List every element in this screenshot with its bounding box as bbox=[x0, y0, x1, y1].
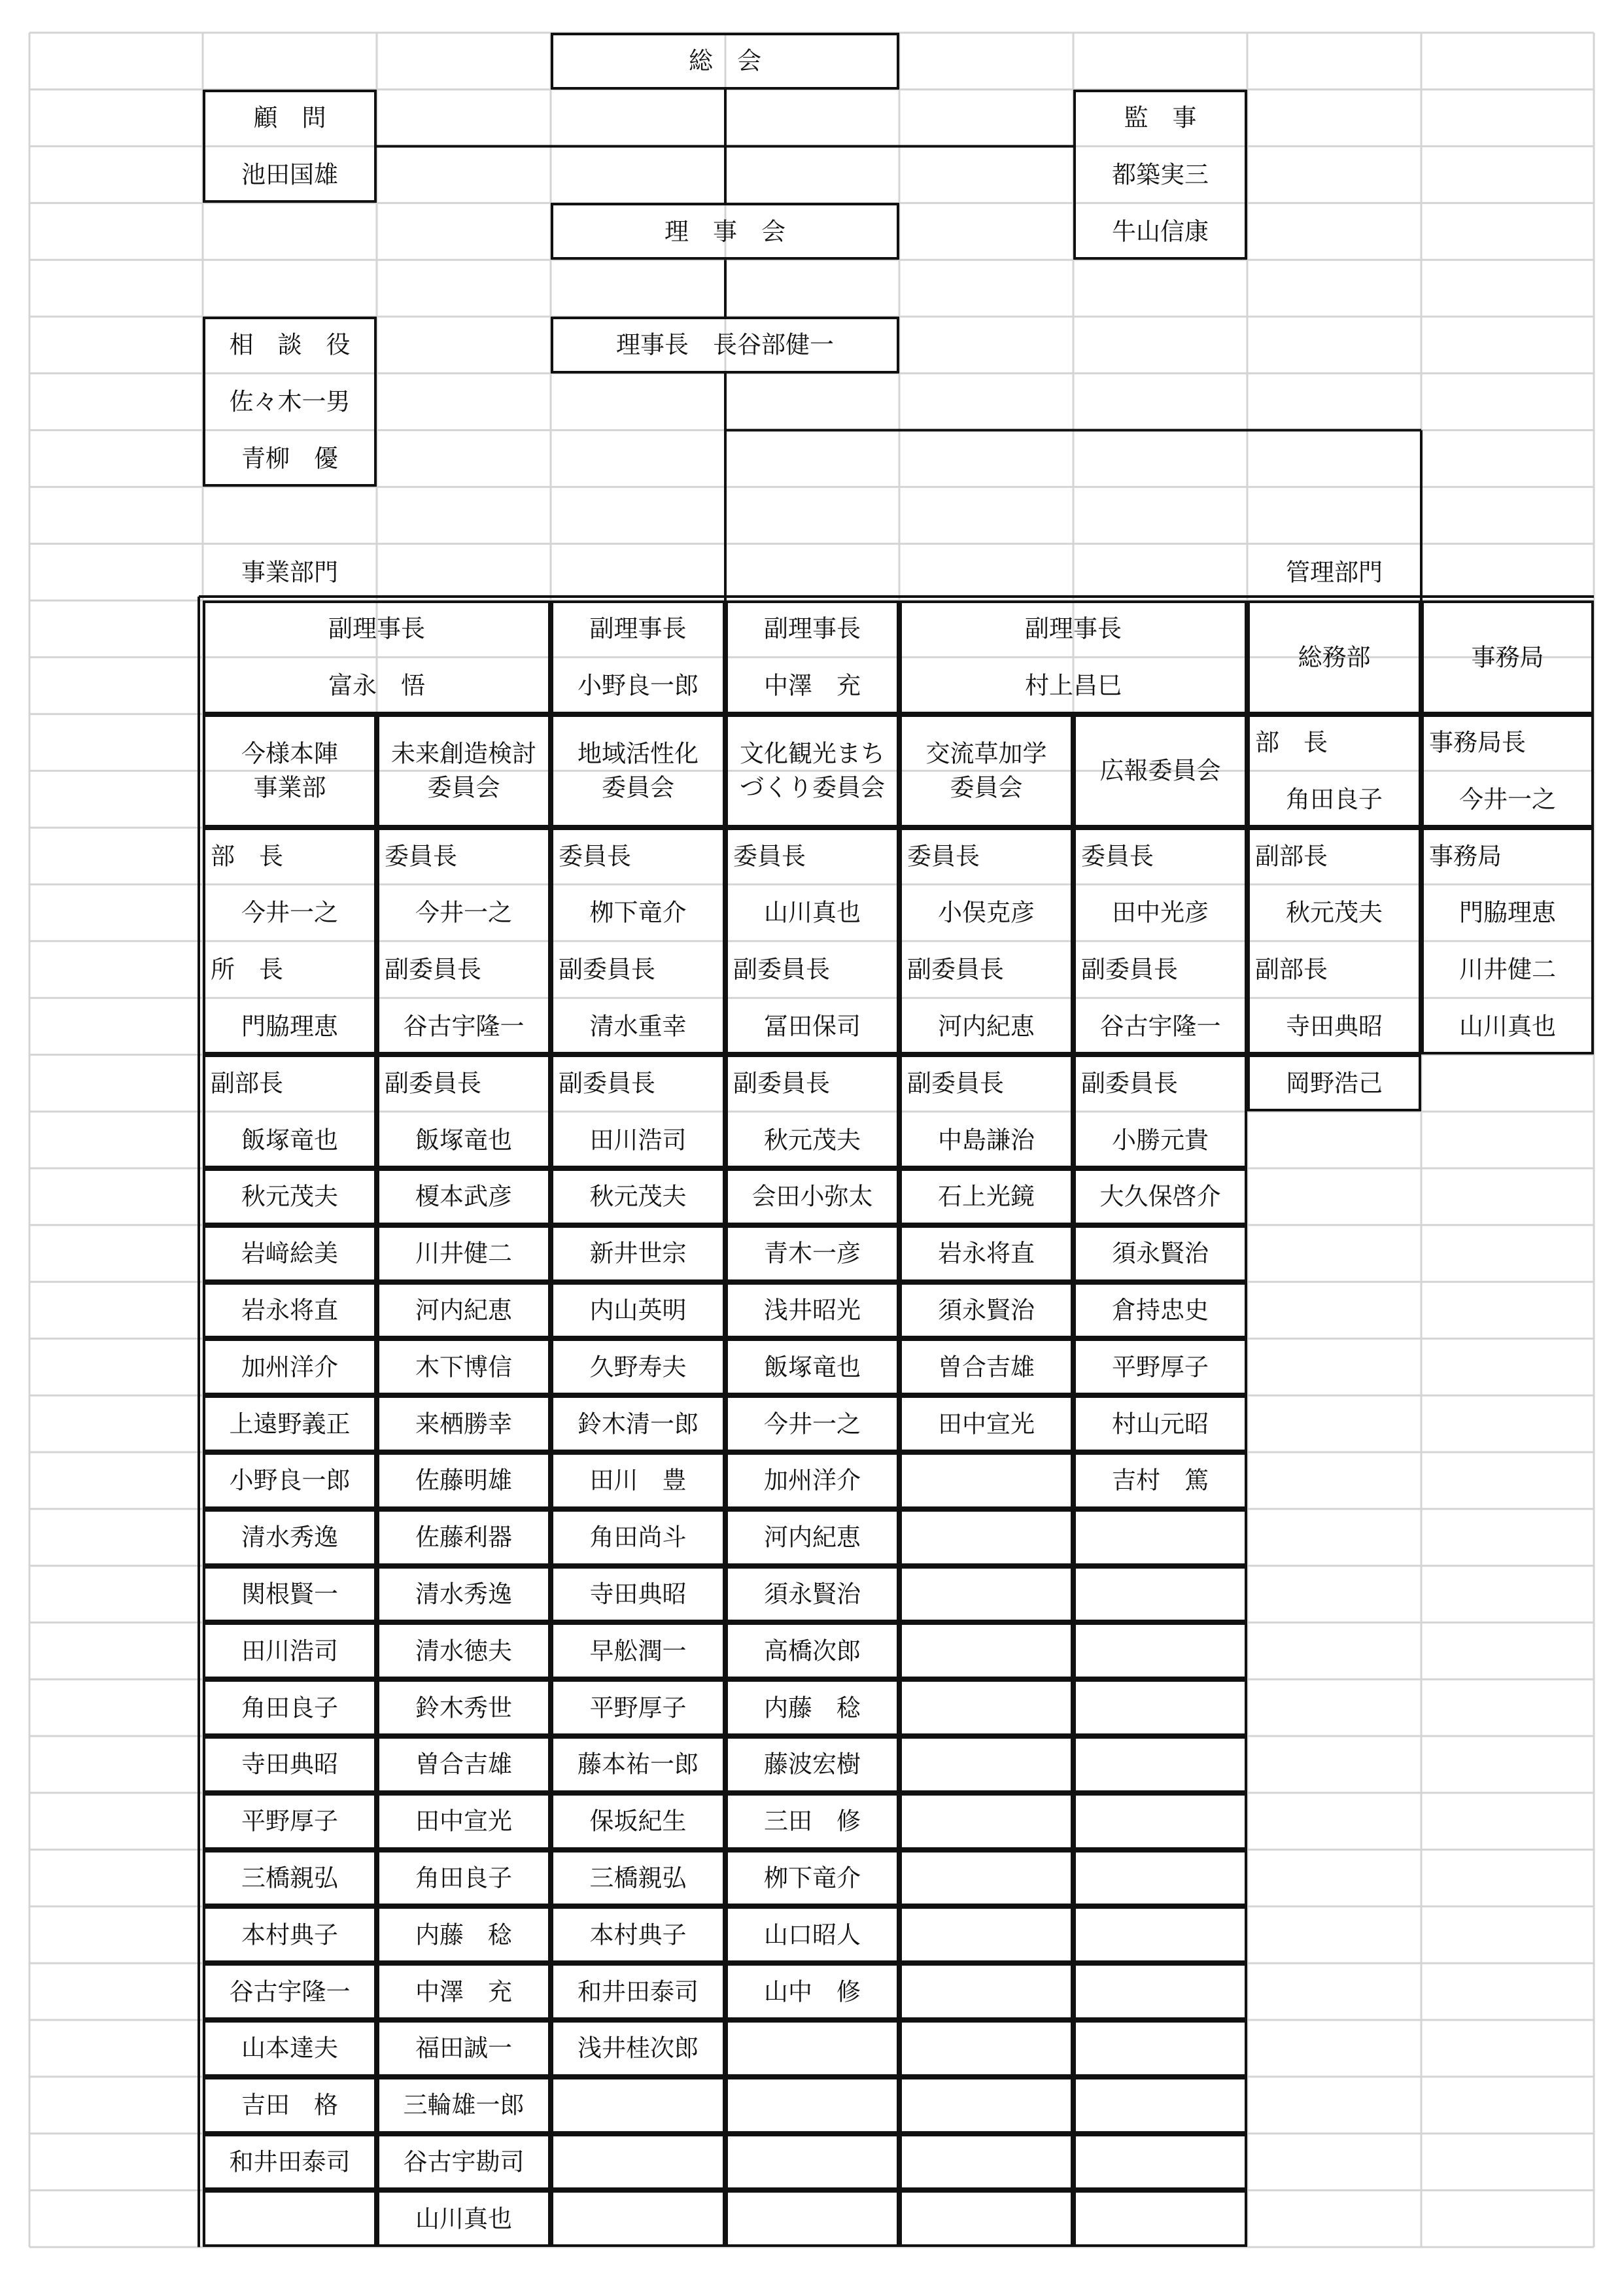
member-name: 谷古宇勘司 bbox=[403, 2148, 525, 2176]
auditor-name: 都築実三 bbox=[1112, 160, 1209, 189]
advisor-name: 池田国雄 bbox=[241, 160, 338, 189]
vice-chair-name: 小野良一郎 bbox=[578, 671, 699, 700]
auditor-title: 監 事 bbox=[1124, 103, 1197, 132]
advisor-title: 顧 問 bbox=[253, 103, 326, 132]
department-deputy-name: 飯塚竜也 bbox=[415, 1126, 512, 1155]
member-name: 清水徳夫 bbox=[415, 1637, 512, 1665]
department-name: 未来創造検討 bbox=[391, 739, 536, 768]
department-name: 地域活性化 bbox=[578, 739, 699, 768]
secretariat-label: 事務局 bbox=[1471, 643, 1544, 672]
member-name: 関根賢一 bbox=[241, 1580, 338, 1609]
member-name: 上遠野義正 bbox=[229, 1410, 351, 1438]
member-name: 岩﨑絵美 bbox=[241, 1239, 338, 1268]
member-name: 新井世宗 bbox=[589, 1239, 687, 1268]
member-name: 川井健二 bbox=[415, 1239, 512, 1268]
member-name: 木下博信 bbox=[415, 1353, 512, 1382]
department-name: 委員会 bbox=[950, 773, 1023, 802]
member-name: 鈴木秀世 bbox=[415, 1694, 512, 1722]
member-name: 秋元茂夫 bbox=[241, 1182, 338, 1211]
department-deputy-title: 副部長 bbox=[1255, 955, 1328, 984]
member-name: 三輪雄一郎 bbox=[403, 2091, 525, 2119]
member-name: 寺田典昭 bbox=[589, 1580, 687, 1609]
chairman-label: 理事長 長谷部健一 bbox=[616, 330, 834, 359]
department-head-name: 角田良子 bbox=[1286, 785, 1383, 814]
member-name: 浅井桂次郎 bbox=[578, 2034, 699, 2062]
department-sub-title: 副委員長 bbox=[385, 955, 481, 984]
department-sub-title: 副委員長 bbox=[907, 955, 1004, 984]
member-name: 角田尚斗 bbox=[589, 1523, 687, 1552]
member-name: 田川 豊 bbox=[589, 1466, 687, 1495]
member-name: 三橋親弘 bbox=[589, 1864, 687, 1892]
member-name: 田中宣光 bbox=[415, 1807, 512, 1835]
member-name: 清水秀逸 bbox=[415, 1580, 512, 1609]
member-name: 内藤 稔 bbox=[764, 1694, 861, 1722]
admin-division-label: 管理部門 bbox=[1286, 558, 1383, 587]
department-head-title: 委員長 bbox=[1081, 842, 1154, 871]
department-sub-name: 冨田保司 bbox=[764, 1012, 861, 1041]
member-name: 須永賢治 bbox=[1112, 1239, 1209, 1268]
member-name: 榎本武彦 bbox=[415, 1182, 512, 1211]
counselor-title: 相 談 役 bbox=[229, 330, 351, 359]
member-name: 内藤 稔 bbox=[415, 1921, 512, 1949]
counselor-name: 青柳 優 bbox=[241, 444, 338, 473]
department-sub-title: 副部長 bbox=[1255, 842, 1328, 871]
department-sub-name: 門脇理恵 bbox=[241, 1012, 338, 1041]
member-name: 角田良子 bbox=[415, 1864, 512, 1892]
member-name: 大久保啓介 bbox=[1099, 1182, 1221, 1211]
member-name: 三橋親弘 bbox=[241, 1864, 338, 1892]
member-name: 田中宣光 bbox=[938, 1410, 1035, 1438]
member-name: 山川真也 bbox=[1459, 1012, 1556, 1041]
department-deputy-name: 寺田典昭 bbox=[1286, 1012, 1383, 1041]
department-name: 事業部 bbox=[253, 773, 326, 802]
member-name: 河内紀恵 bbox=[415, 1296, 512, 1325]
member-name: 青木一彦 bbox=[764, 1239, 861, 1268]
member-name: 曽合吉雄 bbox=[938, 1353, 1035, 1382]
member-name: 倉持忠史 bbox=[1112, 1296, 1209, 1325]
member-name: 石上光鏡 bbox=[938, 1182, 1035, 1211]
department-head-title: 委員長 bbox=[733, 842, 806, 871]
member-name: 吉村 篤 bbox=[1112, 1466, 1209, 1495]
member-name: 藤波宏樹 bbox=[764, 1750, 861, 1779]
member-name: 角田良子 bbox=[241, 1694, 338, 1722]
member-name: 佐藤利器 bbox=[415, 1523, 512, 1552]
member-name: 山川真也 bbox=[415, 2204, 512, 2233]
member-name: 山本達夫 bbox=[241, 2034, 338, 2062]
member-name: 早舩潤一 bbox=[589, 1637, 687, 1665]
department-head-name: 小俣克彦 bbox=[938, 898, 1035, 927]
department-sub-title: 副委員長 bbox=[559, 955, 655, 984]
member-name: 平野厚子 bbox=[1112, 1353, 1209, 1382]
vice-chair-title: 副理事長 bbox=[764, 614, 861, 643]
member-name: 保坂紀生 bbox=[589, 1807, 687, 1835]
member-name: 浅井昭光 bbox=[764, 1296, 861, 1325]
department-sub-title: 副委員長 bbox=[733, 955, 830, 984]
member-name: 河内紀恵 bbox=[764, 1523, 861, 1552]
member-name: 高橋次郎 bbox=[764, 1637, 861, 1665]
department-deputy-title: 副委員長 bbox=[559, 1069, 655, 1098]
department-head-title: 委員長 bbox=[907, 842, 980, 871]
department-name: 今様本陣 bbox=[241, 739, 338, 768]
counselor-name: 佐々木一男 bbox=[229, 387, 351, 416]
department-name: づくり委員会 bbox=[740, 773, 885, 802]
department-sub-title: 事務局 bbox=[1429, 842, 1502, 871]
department-head-title: 事務局長 bbox=[1429, 728, 1526, 757]
member-name: 三田 修 bbox=[764, 1807, 861, 1835]
department-sub-name: 秋元茂夫 bbox=[1286, 898, 1383, 927]
department-head-name: 今井一之 bbox=[241, 898, 338, 927]
department-head-title: 委員長 bbox=[559, 842, 631, 871]
member-name: 来栖勝幸 bbox=[415, 1410, 512, 1438]
department-name: 委員会 bbox=[427, 773, 500, 802]
department-deputy-title: 副委員長 bbox=[1081, 1069, 1178, 1098]
member-name: 岡野浩己 bbox=[1286, 1069, 1383, 1098]
board-label: 理 事 会 bbox=[664, 217, 785, 246]
member-name: 中澤 充 bbox=[415, 1977, 512, 2006]
department-deputy-name: 川井健二 bbox=[1459, 955, 1556, 984]
member-name: 小野良一郎 bbox=[229, 1466, 351, 1495]
member-name: 岩永将直 bbox=[938, 1239, 1035, 1268]
general-assembly-label: 総 会 bbox=[689, 46, 761, 75]
member-name: 谷古宇隆一 bbox=[229, 1977, 351, 2006]
department-deputy-title: 副委員長 bbox=[385, 1069, 481, 1098]
member-name: 内山英明 bbox=[589, 1296, 687, 1325]
member-name: 清水秀逸 bbox=[241, 1523, 338, 1552]
department-deputy-name: 秋元茂夫 bbox=[764, 1126, 861, 1155]
member-name: 田川浩司 bbox=[241, 1637, 338, 1665]
member-name: 加州洋介 bbox=[764, 1466, 861, 1495]
department-head-name: 今井一之 bbox=[415, 898, 512, 927]
department-deputy-title: 副委員長 bbox=[907, 1069, 1004, 1098]
vice-chair-name: 富永 悟 bbox=[328, 671, 425, 700]
vice-chair-title: 副理事長 bbox=[1025, 614, 1122, 643]
member-name: 吉田 格 bbox=[241, 2091, 338, 2119]
member-name: 本村典子 bbox=[241, 1921, 338, 1949]
vice-chair-name: 村上昌巳 bbox=[1025, 671, 1122, 700]
department-deputy-name: 小勝元貴 bbox=[1112, 1126, 1209, 1155]
member-name: 久野寿夫 bbox=[589, 1353, 687, 1382]
department-head-name: 栁下竜介 bbox=[589, 898, 687, 927]
department-head-title: 部 長 bbox=[211, 842, 283, 871]
department-deputy-name: 飯塚竜也 bbox=[241, 1126, 338, 1155]
vice-chair-title: 副理事長 bbox=[589, 614, 687, 643]
department-deputy-title: 副部長 bbox=[211, 1069, 283, 1098]
department-sub-title: 副委員長 bbox=[1081, 955, 1178, 984]
department-name: 文化観光まち bbox=[740, 739, 885, 768]
member-name: 加州洋介 bbox=[241, 1353, 338, 1382]
department-head-name: 田中光彦 bbox=[1112, 898, 1209, 927]
member-name: 山中 修 bbox=[764, 1977, 861, 2006]
department-deputy-name: 田川浩司 bbox=[589, 1126, 687, 1155]
department-head-title: 部 長 bbox=[1255, 728, 1328, 757]
vice-chair-title: 副理事長 bbox=[328, 614, 425, 643]
department-name: 広報委員会 bbox=[1099, 756, 1221, 785]
member-name: 藤本祐一郎 bbox=[578, 1750, 699, 1779]
department-name: 委員会 bbox=[602, 773, 674, 802]
member-name: 須永賢治 bbox=[764, 1580, 861, 1609]
member-name: 会田小弥太 bbox=[751, 1182, 873, 1211]
department-sub-name: 河内紀恵 bbox=[938, 1012, 1035, 1041]
department-head-name: 山川真也 bbox=[764, 898, 861, 927]
department-name: 交流草加学 bbox=[925, 739, 1047, 768]
member-name: 秋元茂夫 bbox=[589, 1182, 687, 1211]
member-name: 曽合吉雄 bbox=[415, 1750, 512, 1779]
department-sub-name: 清水重幸 bbox=[589, 1012, 687, 1041]
member-name: 佐藤明雄 bbox=[415, 1466, 512, 1495]
member-name: 飯塚竜也 bbox=[764, 1353, 861, 1382]
member-name: 和井田泰司 bbox=[578, 1977, 699, 2006]
business-division-label: 事業部門 bbox=[241, 558, 338, 587]
department-sub-name: 谷古宇隆一 bbox=[1099, 1012, 1221, 1041]
general-affairs-label: 総務部 bbox=[1298, 643, 1371, 672]
member-name: 平野厚子 bbox=[241, 1807, 338, 1835]
member-name: 栁下竜介 bbox=[764, 1864, 861, 1892]
member-name: 須永賢治 bbox=[938, 1296, 1035, 1325]
department-deputy-title: 副委員長 bbox=[733, 1069, 830, 1098]
member-name: 今井一之 bbox=[764, 1410, 861, 1438]
vice-chair-name: 中澤 充 bbox=[764, 671, 861, 700]
member-name: 鈴木清一郎 bbox=[578, 1410, 699, 1438]
member-name: 和井田泰司 bbox=[229, 2148, 351, 2176]
department-sub-name: 門脇理恵 bbox=[1459, 898, 1556, 927]
department-head-name: 今井一之 bbox=[1459, 785, 1556, 814]
member-name: 本村典子 bbox=[589, 1921, 687, 1949]
member-name: 寺田典昭 bbox=[241, 1750, 338, 1779]
department-sub-name: 谷古宇隆一 bbox=[403, 1012, 525, 1041]
department-head-title: 委員長 bbox=[385, 842, 457, 871]
member-name: 岩永将直 bbox=[241, 1296, 338, 1325]
department-sub-title: 所 長 bbox=[211, 955, 283, 984]
member-name: 福田誠一 bbox=[415, 2034, 512, 2062]
member-name: 村山元昭 bbox=[1112, 1410, 1209, 1438]
auditor-name: 牛山信康 bbox=[1112, 217, 1209, 246]
member-name: 山口昭人 bbox=[764, 1921, 861, 1949]
department-deputy-name: 中島謙治 bbox=[938, 1126, 1035, 1155]
member-name: 平野厚子 bbox=[589, 1694, 687, 1722]
